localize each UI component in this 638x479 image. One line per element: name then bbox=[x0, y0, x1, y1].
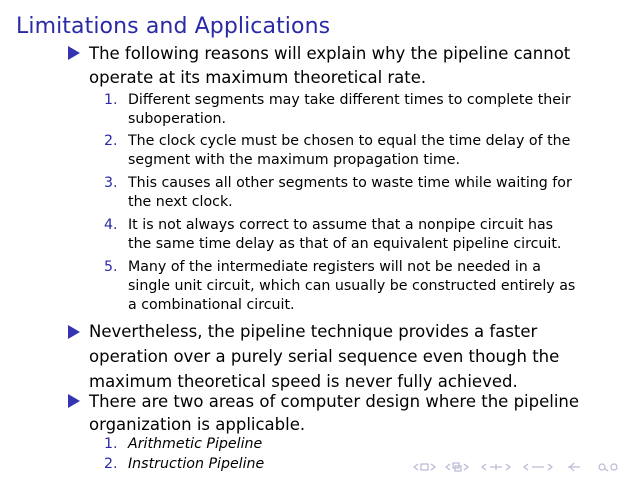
reason-3-number: 3. bbox=[104, 175, 118, 191]
bullet-marker bbox=[68, 325, 80, 339]
nav-search-icon[interactable] bbox=[599, 464, 617, 471]
slide-title: Limitations and Applications bbox=[16, 14, 331, 39]
bullet-1-line-1: The following reasons will explain why the pipeline cannot bbox=[89, 44, 571, 63]
bullet-1-line-2: operate at its maximum theoretical rate. bbox=[89, 68, 427, 87]
reason-4-number: 4. bbox=[104, 217, 118, 233]
reason-5-number: 5. bbox=[104, 259, 118, 275]
reason-2-number: 2. bbox=[104, 133, 118, 149]
bullet-2-line-1: Nevertheless, the pipeline technique provides a faster bbox=[89, 322, 538, 341]
nav-back-icon[interactable] bbox=[568, 463, 580, 471]
bullet-2-line-3: maximum theoretical speed is never fully achieved. bbox=[89, 372, 518, 391]
bullet-3-line-2: organization is applicable. bbox=[89, 415, 306, 434]
reason-4-line-1: It is not always correct to assume that a nonpipe circuit has bbox=[128, 217, 554, 233]
reason-4-line-2: the same time delay as that of an equivalent pipeline circuit. bbox=[128, 236, 562, 252]
reason-3-line-1: This causes all other segments to waste time while waiting for bbox=[128, 175, 572, 191]
area-1-number: 1. bbox=[104, 436, 118, 452]
area-2-number: 2. bbox=[104, 456, 118, 472]
nav-first-frame-icon[interactable] bbox=[414, 464, 435, 470]
reason-1-line-2: suboperation. bbox=[128, 111, 227, 127]
nav-next-section-icon[interactable] bbox=[524, 464, 552, 470]
reason-1-number: 1. bbox=[104, 92, 118, 108]
area-2-label: Instruction Pipeline bbox=[128, 456, 265, 472]
nav-prev-section-icon[interactable] bbox=[446, 463, 468, 471]
area-1-label: Arithmetic Pipeline bbox=[128, 436, 263, 452]
reason-3-line-2: the next clock. bbox=[128, 194, 233, 210]
reason-2-line-1: The clock cycle must be chosen to equal the time delay of the bbox=[128, 133, 571, 149]
reason-5-line-3: a combinational circuit. bbox=[128, 297, 295, 313]
bullet-marker bbox=[68, 46, 80, 60]
reason-1-line-1: Different segments may take different times to complete their bbox=[128, 92, 571, 108]
reason-5-line-2: single unit circuit, which can usually be constructed entirely as bbox=[128, 278, 576, 294]
bullet-marker bbox=[68, 394, 80, 408]
bullet-2-line-2: operation over a purely serial sequence even though the bbox=[89, 347, 560, 366]
reason-2-line-2: segment with the maximum propagation time. bbox=[128, 152, 460, 168]
bullet-3-line-1: There are two areas of computer design where the pipeline bbox=[89, 392, 580, 411]
navigation-bar bbox=[412, 458, 626, 470]
reason-5-line-1: Many of the intermediate registers will not be needed in a bbox=[128, 259, 541, 275]
nav-prev-subsection-icon[interactable] bbox=[482, 464, 510, 470]
